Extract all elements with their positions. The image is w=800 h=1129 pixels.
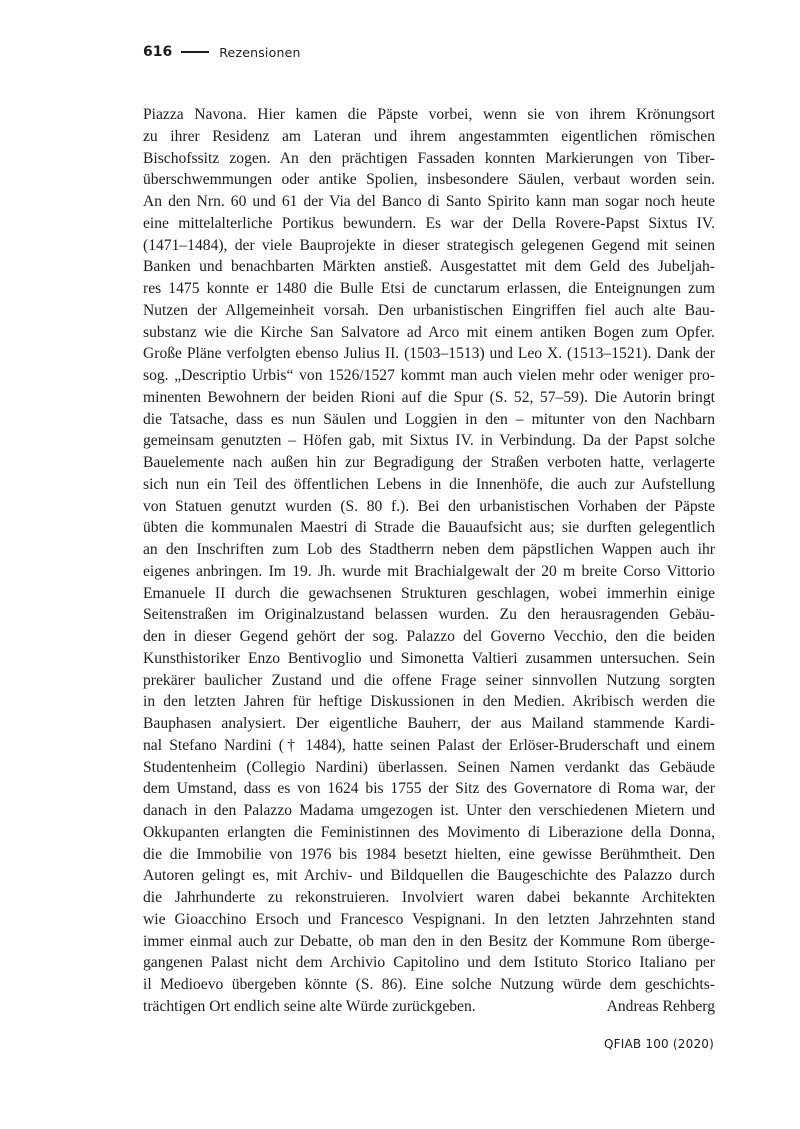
- text-line: Okkupanten erlangten die Feministinnen des Movimento di Liberazione della Donna,: [143, 823, 715, 841]
- review-text: [143, 104, 715, 1018]
- text-line: in den letzten Jahren für heftige Diskussionen in den Medien. Akribisch werden die: [143, 693, 715, 711]
- text-line: sog. „Descriptio Urbis“ von 1526/1527 kommt man auch vielen mehr oder weniger pro-: [143, 367, 715, 384]
- text-line: Autoren gelingt es, mit Archiv- und Bildquellen die Baugeschichte des Palazzo durch: [143, 867, 715, 885]
- text-line: überschwemmungen oder antike Spolien, insbesondere Säulen, verbaut worden sein.: [143, 171, 715, 189]
- text-line: Bischofssitz zogen. An den prächtigen Fassaden konnten Markierungen von Tiber-: [143, 149, 715, 167]
- section-title: Rezensionen: [219, 44, 301, 60]
- last-line: [143, 996, 715, 1018]
- text-line: eine mittelalterliche Portikus bewundern. Es war der Della Rovere-Papst Sixtus IV.: [143, 214, 715, 232]
- text-line: Studentenheim (Collegio Nardini) überlassen. Seinen Namen verdankt das Gebäude: [143, 758, 715, 776]
- text-line: Emanuele II durch die gewachsenen Strukturen geschlagen, wobei immerhin einige: [143, 584, 715, 602]
- text-line: (1471–1484), der viele Bauprojekte in dieser strategisch gelegenen Gegend mit seinen: [143, 236, 715, 254]
- text-line: wie Gioacchino Ersoch und Francesco Vespignani. In den letzten Jahrzehnten stand: [143, 910, 715, 928]
- text-line: von Statuen genutzt wurden (S. 80 f.). Bei den urbanistischen Vorhaben der Päpste: [143, 497, 715, 515]
- text-line: res 1475 konnte er 1480 die Bulle Etsi de cunctarum erlassen, die Enteignungen zum: [143, 280, 715, 297]
- text-line: nal Stefano Nardini († 1484), hatte seinen Palast der Erlöser-Bruderschaft und einem: [143, 736, 715, 754]
- text-line: il Medioevo übergeben könnte (S. 86). Eine solche Nutzung würde dem geschichts-: [143, 976, 715, 993]
- text-line: eigenes anbringen. Im 19. Jh. wurde mit Brachialgewalt der 20 m breite Corso Vittorio: [143, 562, 715, 580]
- text-line: danach in den Palazzo Madama umgezogen ist. Unter den verschiedenen Mietern und: [143, 802, 715, 819]
- page-number: 616: [143, 44, 173, 60]
- text-line: die Tatsache, dass es nun Säulen und Loggien in den – mitunter von den Nachbarn: [143, 410, 715, 428]
- text-line: den in dieser Gegend gehört der sog. Palazzo del Governo Vecchio, den die beiden: [143, 628, 715, 645]
- text-line: Große Pläne verfolgten ebenso Julius II. (1503–1513) und Leo X. (1513–1521). Dank der: [143, 345, 715, 363]
- header-dash: [181, 51, 209, 53]
- text-line: zu ihrer Residenz am Lateran und ihrem angestammten eigentlichen römischen: [143, 127, 715, 145]
- text-line: Banken und benachbarten Märkten anstieß. Ausgestattet mit dem Geld des Jubeljah-: [143, 258, 715, 276]
- text-line: dem Umstand, dass es von 1624 bis 1755 der Sitz des Governatore di Roma war, der: [143, 780, 715, 798]
- text-line: Kunsthistoriker Enzo Bentivoglio und Simonetta Valtieri zusammen untersuchen. Sein: [143, 649, 715, 667]
- text-line: substanz wie die Kirche San Salvatore ad Arco mit einem antiken Bogen zum Opfer.: [143, 323, 715, 341]
- text-line: die die Immobilie von 1976 bis 1984 besetzt hielten, eine gewisse Berühmtheit. Den: [143, 845, 715, 863]
- text-line: Bauphasen analysiert. Der eigentliche Bauherr, der aus Mailand stammende Kardi-: [143, 715, 715, 732]
- text-line: prekärer baulicher Zustand und die offene Frage seiner sinnvollen Nutzung sorgten: [143, 671, 715, 689]
- text-line: Seitenstraßen im Originalzustand belassen wurden. Zu den herausragenden Gebäu-: [143, 606, 715, 624]
- text-line: übten die kommunalen Maestri di Strade die Bauaufsicht aus; sie durften gelegentlich: [143, 519, 715, 537]
- text-line: die Jahrhunderte zu rekonstruieren. Involviert waren dabei bekannte Architekten: [143, 889, 715, 906]
- closing-sentence: trächtigen Ort endlich seine alte Würde zurückgeben.: [143, 997, 476, 1015]
- text-line: Bauelemente nach außen hin zur Begradigung der Straßen verboten hatte, verlagerte: [143, 454, 715, 471]
- review-author: Andreas Rehberg: [606, 997, 715, 1015]
- text-line: minenten Bewohnern der beiden Rioni auf die Spur (S. 52, 57–59). Die Autorin bringt: [143, 388, 715, 406]
- text-line: an den Inschriften zum Lob des Stadtherrn neben dem päpstlichen Wappen auch ihr: [143, 541, 715, 558]
- text-line: sich nun ein Teil des öffentlichen Lebens in die Innenhöfe, die auch zur Aufstellung: [143, 475, 715, 493]
- text-line: immer einmal auch zur Debatte, ob man den in den Besitz der Kommune Rom überge-: [143, 932, 715, 950]
- text-line: gangenen Palast nicht dem Archivio Capitolino und dem Istituto Storico Italiano per: [143, 954, 715, 972]
- text-line: gemeinsam genutzten – Höfen gab, mit Sixtus IV. in Verbindung. Da der Papst solche: [143, 432, 715, 450]
- text-line: Nutzen der Allgemeinheit vorsah. Den urbanistischen Eingriffen fiel auch alte Bau-: [143, 301, 715, 319]
- running-header: [143, 44, 301, 60]
- text-line: An den Nrn. 60 und 61 der Via del Banco di Santo Spirito kann man sogar noch heute: [143, 193, 715, 210]
- text-line: Piazza Navona. Hier kamen die Päpste vorbei, wenn sie von ihrem Krönungsort: [143, 106, 715, 123]
- journal-footer: QFIAB 100 (2020): [604, 1037, 714, 1051]
